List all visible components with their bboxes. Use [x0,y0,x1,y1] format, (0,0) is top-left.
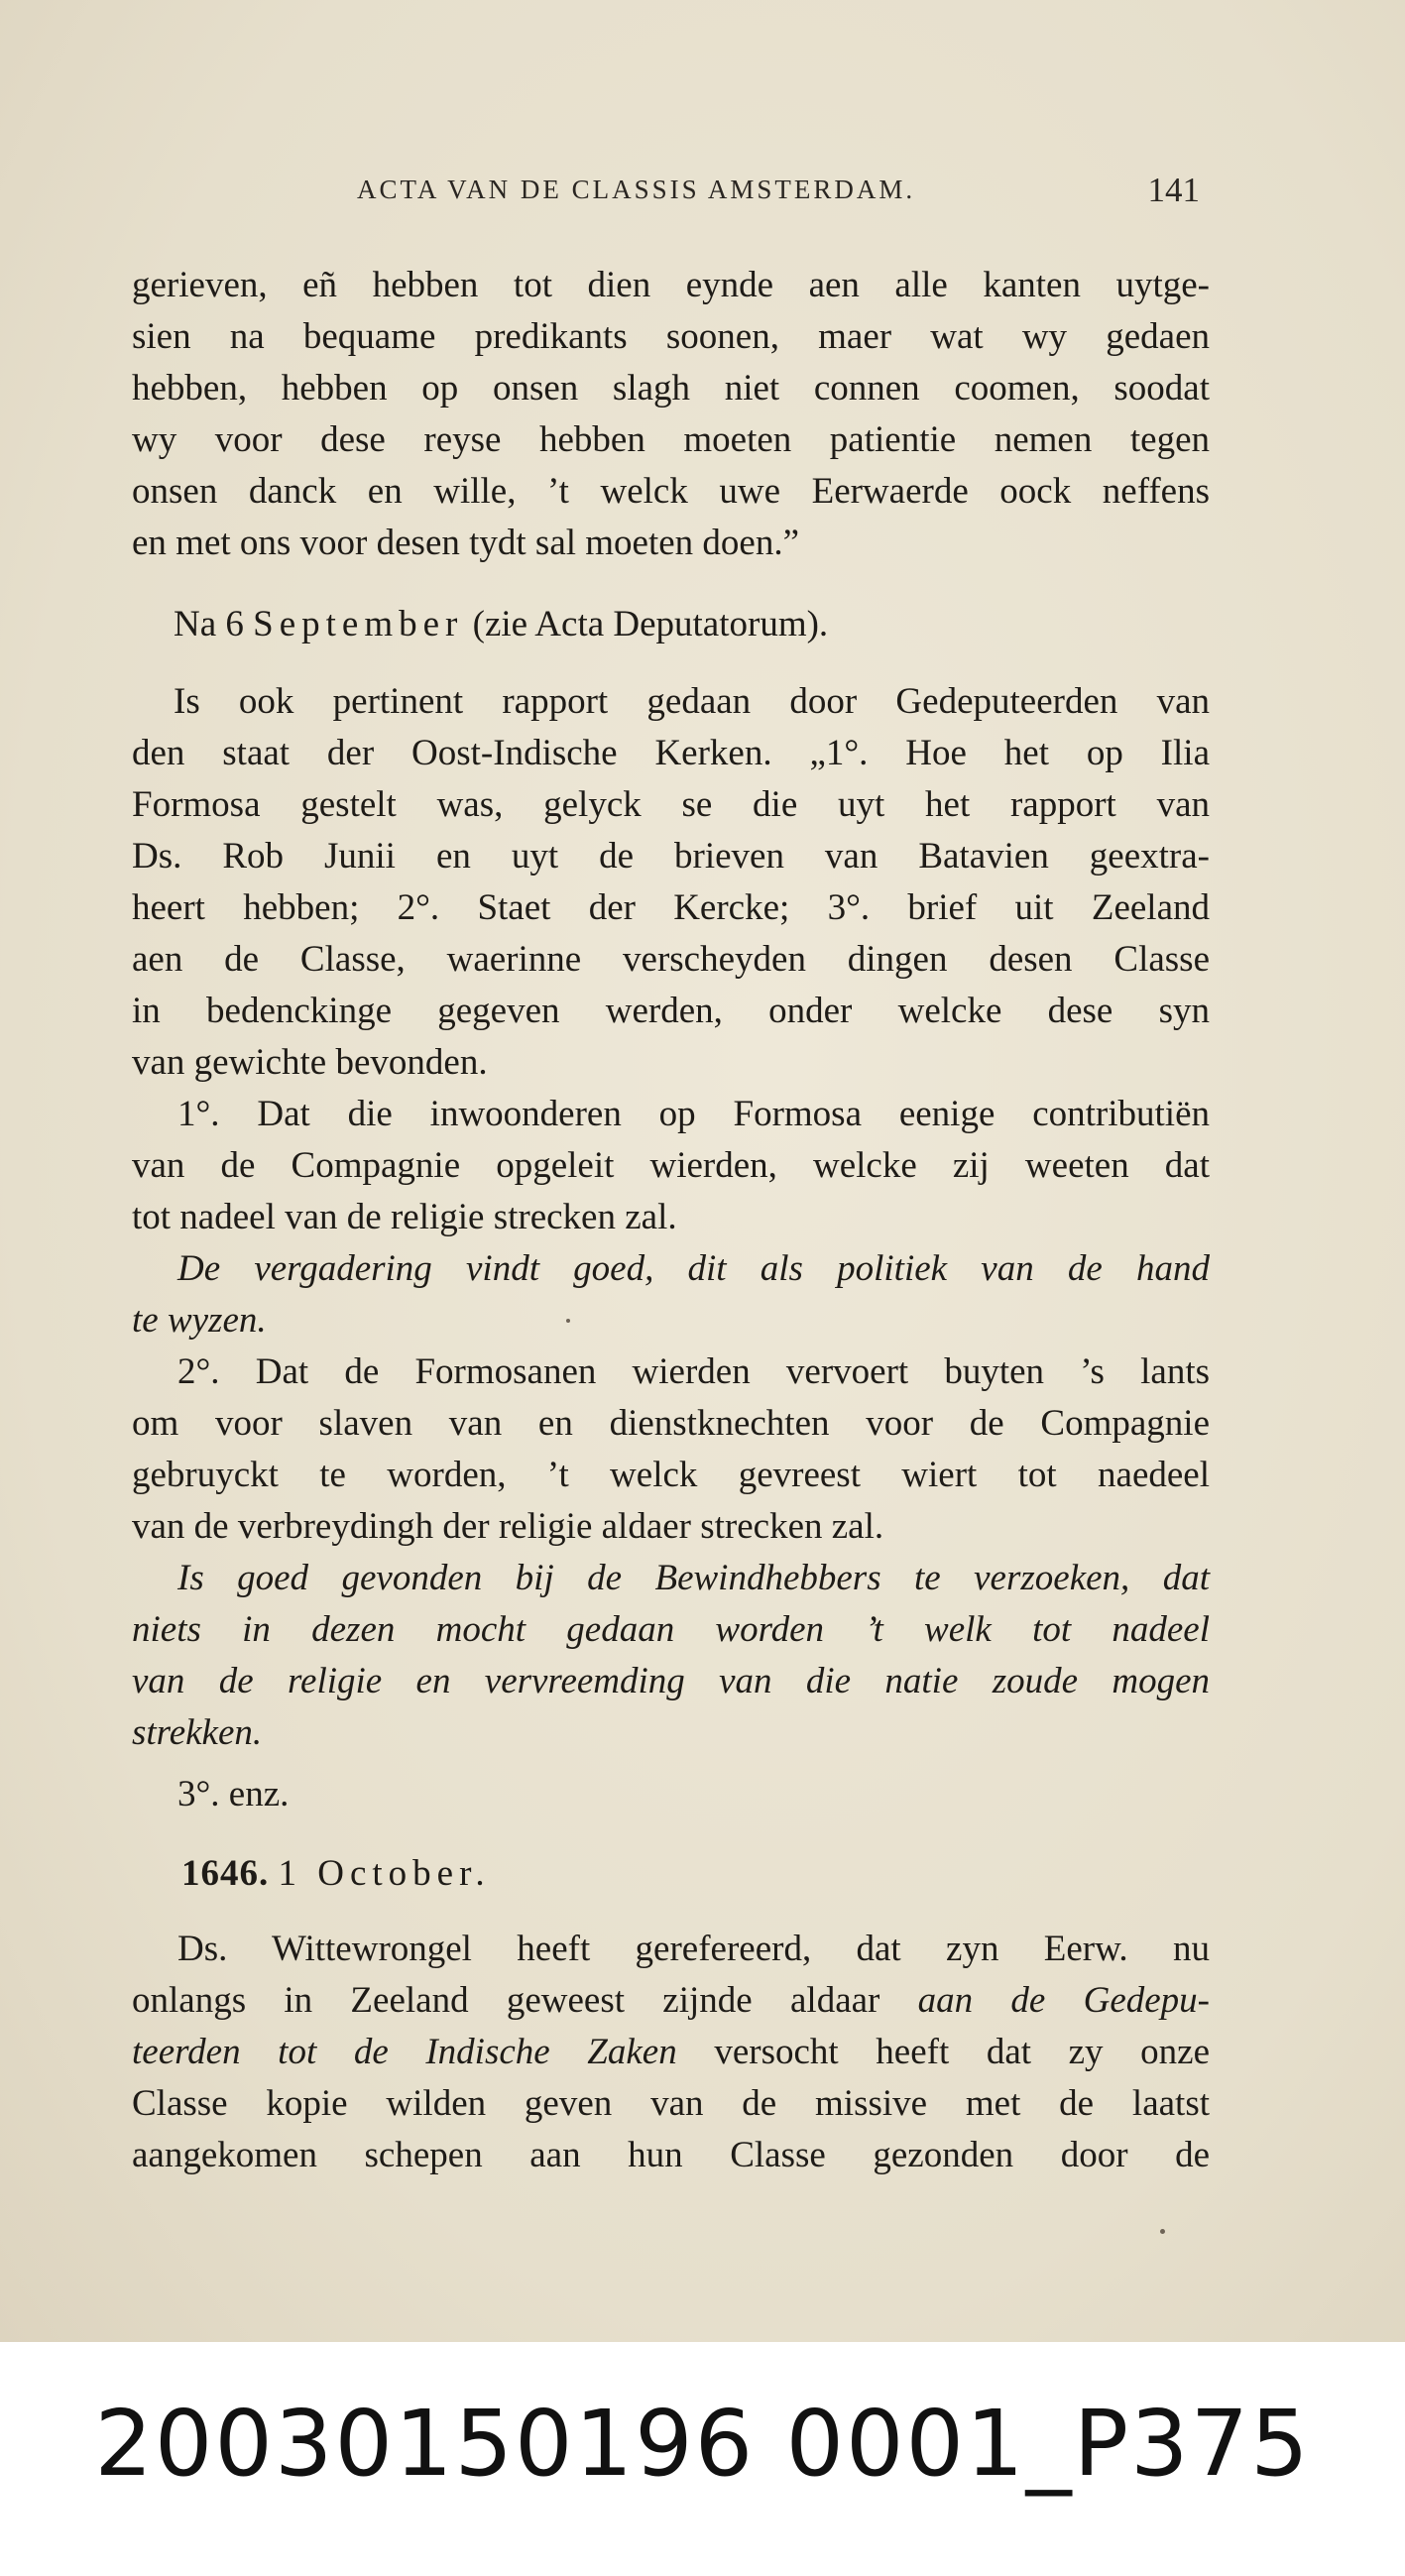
running-title: ACTA VAN DE CLASSIS AMSTERDAM. [357,175,916,204]
heading-month: September [253,604,464,644]
resolution-line: strekken. [132,1712,263,1753]
paper-speck [1160,2229,1165,2234]
text-line: gerieven, eñ hebben tot dien eynde aen alle kanten uytge- [132,265,1210,305]
text-line [132,2027,1210,2078]
resolution-line: niets in dezen mocht gedaan worden ’t welk tot nadeel [132,1609,1210,1650]
year-heading [132,1848,1210,1900]
resolution-line: van de religie en vervreemding van die natie zoude mogen [132,1661,1210,1701]
text-line: aen de Classe, waerinne verscheyden dingen desen Classe [132,939,1210,980]
text-line: tot nadeel van de religie strecken zal. [132,1197,677,1237]
paper-speck [566,1319,570,1323]
text-line: den staat der Oost-Indische Kerken. „1°. Hoe het op Ilia [132,733,1210,773]
text-line: wy voor dese reyse hebben moeten patientie nemen tegen [132,419,1210,460]
heading-year: 1646. [181,1853,270,1894]
resolution-line: te wyzen. [132,1300,267,1341]
text-line: aangekomen schepen aan hun Classe gezonden door de [132,2135,1210,2175]
text-line: Is ook pertinent rapport gedaan door Gedeputeerden van [174,681,1210,722]
resolution-line: Is goed gevonden bij de Bewindhebbers te verzoeken, dat [177,1558,1210,1598]
heading-prefix: Na 6 [174,604,244,644]
text-line: van de Compagnie opgeleit wierden, welcke zij weeten dat [132,1145,1210,1186]
text-line: sien na bequame predikants soonen, maer wat wy gedaen [132,316,1210,357]
text-line: 2°. Dat de Formosanen wierden vervoert buyten ’s lants [177,1351,1210,1392]
text-line: om voor slaven van en dienstknechten voor de Compagnie [132,1403,1210,1444]
text-line: heert hebben; 2°. Staet der Kercke; 3°. brief uit Zeeland [132,887,1210,928]
text-line [132,1975,1210,2027]
text-line: 1°. Dat die inwoonderen op Formosa eenige contributiën [177,1094,1210,1134]
text-line: van gewichte bevonden. [132,1042,488,1083]
text-span: onlangs in Zeeland geweest zijnde aldaar [132,1980,880,2021]
text-line: Classe kopie wilden geven van de missive met de laatst [132,2083,1210,2124]
scan-id-label: 20030150196 0001_P375 [94,2391,1311,2497]
text-line: Ds. Wittewrongel heeft gerefereerd, dat zyn Eerw. nu [177,1929,1210,1969]
text-line: van de verbreydingh der religie aldaer strecken zal. [132,1506,884,1547]
text-line: Ds. Rob Junii en uyt de brieven van Batavien geextra- [132,836,1210,877]
text-line: Formosa gestelt was, gelyck se die uyt het rapport van [132,784,1210,825]
text-line: hebben, hebben op onsen slagh niet connen coomen, soodat [132,368,1210,409]
italic-span: teerden tot de Indische Zaken [132,2032,677,2072]
text-line: 3°. enz. [177,1774,290,1815]
text-line: en met ons voor desen tydt sal moeten doen.” [132,523,800,563]
text-span: versocht heeft dat zy onze [714,2032,1211,2072]
page-number: 141 [1147,171,1200,209]
heading-date: 1 October. [278,1853,491,1894]
date-heading [132,599,1210,650]
text-line: gebruyckt te worden, ’t welck gevreest wiert tot naedeel [132,1455,1210,1495]
text-line: onsen danck en wille, ’t welck uwe Eerwaerde oock neffens [132,471,1210,512]
running-header [357,171,1210,220]
resolution-line: De vergadering vindt goed, dit als politiek van de hand [177,1248,1210,1289]
text-line: in bedenckinge gegeven werden, onder welcke dese syn [132,991,1210,1031]
heading-suffix: (zie Acta Deputatorum). [472,604,829,644]
italic-span: aan de Gedepu- [917,1980,1211,2021]
